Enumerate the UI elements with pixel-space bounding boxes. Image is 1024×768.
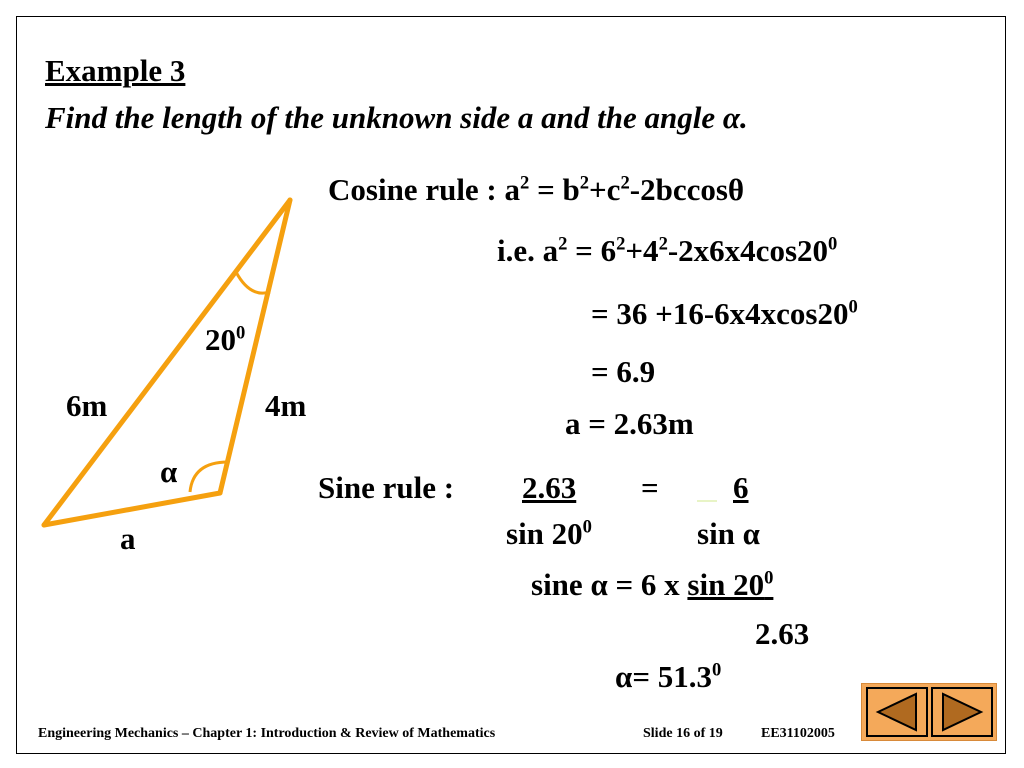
result-alpha: $\alpha= 51.3^0$ <box>615 659 722 694</box>
sine-numerator-1: 2.63 <box>522 470 577 505</box>
side-c-label: 4m <box>265 388 307 423</box>
alpha-label: α <box>160 454 178 489</box>
footer-slide-number: Slide 16 of 19 <box>643 726 723 741</box>
sine-equals: = <box>641 470 659 505</box>
subtitle-period: . <box>740 100 748 135</box>
alpha-symbol: α <box>722 100 740 135</box>
top-angle-label: $20^0$ <box>205 322 246 357</box>
prev-slide-button[interactable] <box>866 687 928 737</box>
sine-denominator-1: $\sin 20^0$ <box>506 516 592 551</box>
sine-numerator-2: 6 <box>733 470 749 505</box>
footer-code: EE31102005 <box>761 726 835 741</box>
subtitle-text: Find the length of the unknown side a and the angle <box>45 100 716 135</box>
cosine-rule: Cosine rule : $a^2 = b^2+c^2-2bccos\theta$ <box>328 172 745 207</box>
sine-denominator-2: sin α <box>697 516 760 551</box>
sine-rule-label: Sine rule : <box>318 470 455 505</box>
slide-title: Example 3 <box>45 53 186 88</box>
cosine-substituted: i.e. $a^2 = 6^2+4^2-2x6x4\cos 20^0$ <box>497 233 838 268</box>
side-b-label: 6m <box>66 388 108 423</box>
footer-course: Engineering Mechanics – Chapter 1: Introduction & Review of Mathematics <box>38 726 496 741</box>
cosine-step-3: = 6.9 <box>591 354 656 389</box>
faint-underline <box>697 500 717 502</box>
slide-navigation <box>861 683 997 741</box>
sine-solve: sine α = 6 x $\sin 20^0$ <box>531 567 774 602</box>
prev-triangle-icon <box>868 689 926 735</box>
sine-solve-denominator: 2.63 <box>755 616 810 651</box>
cosine-step-2: = $36 +16-6x4xcos20^0$ <box>591 296 858 331</box>
next-triangle-icon <box>933 689 991 735</box>
result-a: a = 2.63m <box>565 406 694 441</box>
top-angle-arc <box>236 272 270 293</box>
next-slide-button[interactable] <box>931 687 993 737</box>
side-a-label: a <box>120 521 136 556</box>
